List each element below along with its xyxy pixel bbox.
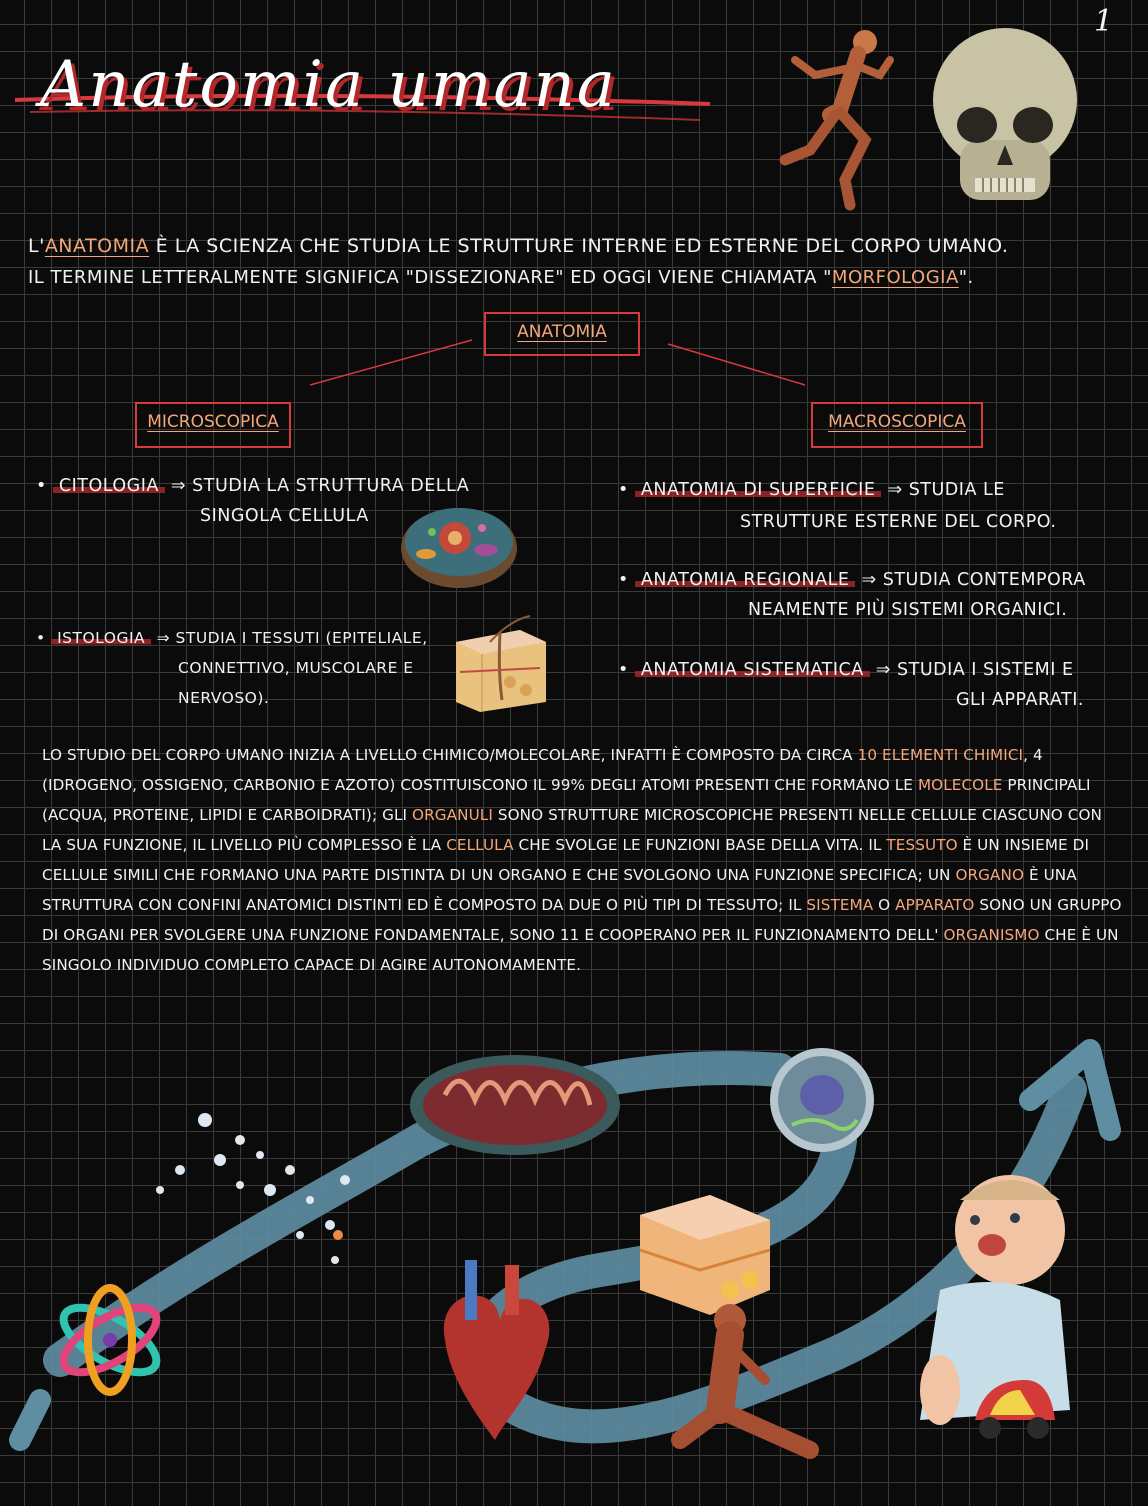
- item-anatomia-sistematica: • ANATOMIA SISTEMATICA ⇒ STUDIA I SISTEMI E: [618, 660, 1074, 680]
- term-anatomia-regionale: ANATOMIA REGIONALE: [635, 570, 856, 590]
- skin-tissue-illustration: [450, 612, 552, 714]
- term-morfologia: MORFOLOGIA: [831, 267, 959, 288]
- term-anatomia-superficie: ANATOMIA DI SUPERFICIE: [635, 480, 881, 500]
- term-elementi-chimici: 10 ELEMENTI CHIMICI: [857, 746, 1024, 764]
- page-number: 1: [1094, 4, 1114, 39]
- page-title: Anatomia umana: [40, 48, 617, 122]
- baby-photo-illustration: [920, 1175, 1070, 1425]
- term-cellula: CELLULA: [446, 836, 514, 854]
- item-citologia-line2: SINGOLA CELLULA: [200, 506, 369, 526]
- animal-cell-illustration: [398, 498, 520, 592]
- item-anatomia-regionale-line2: NEAMENTE PIÙ SISTEMI ORGANICI.: [748, 600, 1068, 620]
- tree-right-macroscopica: MACROSCOPICA: [811, 402, 983, 448]
- organization-levels-illustration: [0, 1030, 1148, 1506]
- term-citologia: CITOLOGIA: [53, 476, 165, 496]
- item-istologia-line2: CONNETTIVO, MUSCOLARE E: [178, 659, 414, 677]
- tree-root-anatomia: ANATOMIA: [484, 312, 640, 356]
- item-anatomia-superficie-line2: STRUTTURE ESTERNE DEL CORPO.: [740, 512, 1057, 532]
- mitochondrion-illustration: [410, 1055, 620, 1155]
- item-istologia: • ISTOLOGIA ⇒ STUDIA I TESSUTI (EPITELIALE,: [36, 629, 428, 647]
- tree-connectors: [0, 0, 1148, 440]
- tree-left-microscopica: MICROSCOPICA: [135, 402, 291, 448]
- term-molecole: MOLECOLE: [917, 776, 1003, 794]
- term-anatomia-sistematica: ANATOMIA SISTEMATICA: [635, 660, 870, 680]
- intro-line-1: L'ANATOMIA È LA SCIENZA CHE STUDIA LE STRUTTURE INTERNE ED ESTERNE DEL CORPO UMANO.: [28, 235, 1009, 257]
- intro-line-2: IL TERMINE LETTERALMENTE SIGNIFICA "DISSEZIONARE" ED OGGI VIENE CHIAMATA "MORFOLOGIA".: [28, 267, 974, 288]
- item-anatomia-superficie: • ANATOMIA DI SUPERFICIE ⇒ STUDIA LE: [618, 480, 1005, 500]
- tissue-block-illustration: [640, 1195, 770, 1315]
- term-istologia: ISTOLOGIA: [51, 629, 151, 647]
- term-apparato: APPARATO: [895, 896, 975, 914]
- term-sistema: SISTEMA: [806, 896, 874, 914]
- term-tessuto: TESSUTO: [886, 836, 958, 854]
- item-istologia-line3: NERVOSO).: [178, 689, 270, 707]
- item-citologia: • CITOLOGIA ⇒ STUDIA LA STRUTTURA DELLA: [36, 476, 470, 496]
- term-organismo: ORGANISMO: [943, 926, 1040, 944]
- item-anatomia-sistematica-line2: GLI APPARATI.: [956, 690, 1084, 710]
- body-paragraph: LO STUDIO DEL CORPO UMANO INIZIA A LIVELLO CHIMICO/MOLECOLARE, INFATTI È COMPOSTO DA CIRCA 10 ELEMENTI CHIMICI, 4 (IDROGENO, OSSIGENO, CARBONIO E AZOTO) COSTITUISCONO IL 99% DEGLI ATOMI PRESENTI CHE FORMANO LE MOLECOLE PRINCIPALI (ACQUA, PROTEINE, LIPIDI E CARBOIDRATI); GLI ORGANULI SONO STRUTTURE MICROSCOPICHE PRESENTI NELLE CELLULE CIASCUNO CON LA SUA FUNZIONE, IL LIVELLO PIÙ COMPLESSO È LA CELLULA CHE SVOLGE LE FUNZIONI BASE DELLA VITA. IL TESSUTO È UN INSIEME DI CELLULE SIMILI CHE FORMANO UNA PARTE DISTINTA DI UN ORGANO E CHE SVOLGONO UNA FUNZIONE SPECIFICA; UN ORGANO È UNA STRUTTURA CON CONFINI ANATOMICI DISTINTI ED È COMPOSTO DA DUE O PIÙ TIPI DI TESSUTO; IL SISTEMA O APPARATO SONO UN GRUPPO DI ORGANI PER SVOLGERE UNA FUNZIONE FONDAMENTALE, SONO 11 E COOPERANO PER IL FUNZIONAMENTO DELL' ORGANISMO CHE È UN SINGOLO INDIVIDUO COMPLETO CAPACE DI AGIRE AUTONOMAMENTE.: [42, 746, 1122, 974]
- term-organo: ORGANO: [955, 866, 1025, 884]
- term-organuli: ORGANULI: [412, 806, 493, 824]
- cell-illustration: [770, 1048, 874, 1152]
- term-anatomia: ANATOMIA: [44, 235, 150, 257]
- item-anatomia-regionale: • ANATOMIA REGIONALE ⇒ STUDIA CONTEMPORA: [618, 570, 1086, 590]
